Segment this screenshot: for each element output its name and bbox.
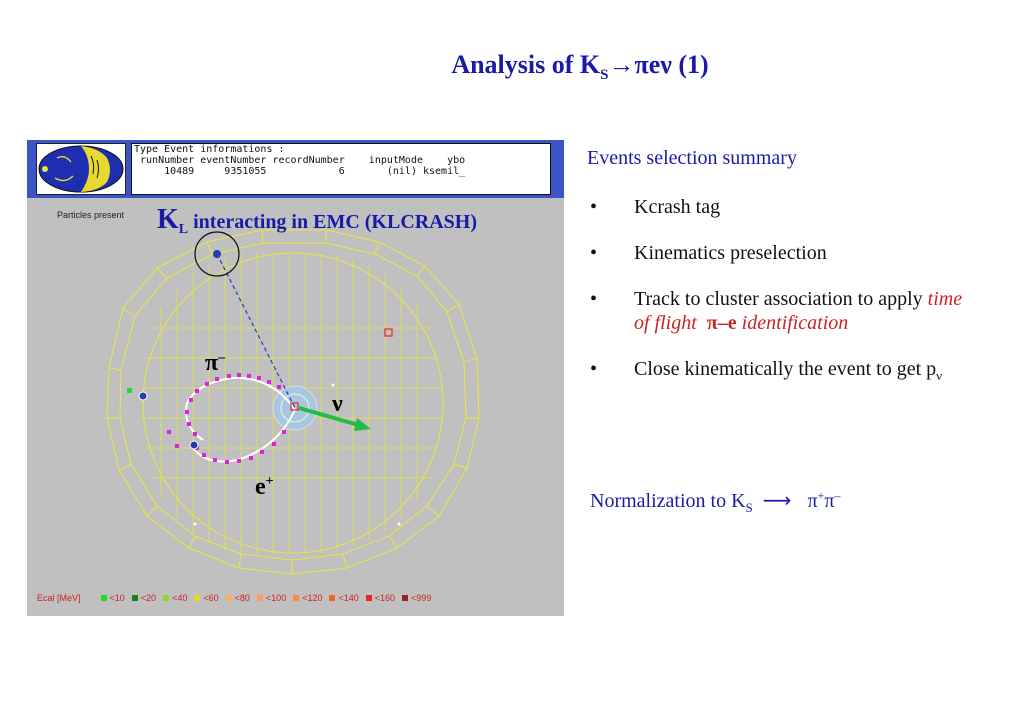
legend-item — [132, 593, 156, 603]
normalization-subscript: S — [745, 500, 753, 515]
legend-item — [226, 593, 250, 603]
pi-symbol: π — [205, 350, 219, 376]
bullet-text: Close kinematically the event to get p — [634, 358, 937, 380]
pi-charge: – — [218, 350, 226, 365]
title-decay: →πeν (1) — [608, 50, 709, 79]
list-item — [590, 241, 980, 265]
pi-minus: π — [824, 490, 835, 512]
e-charge: + — [265, 474, 274, 489]
legend-swatch — [257, 595, 263, 601]
bullet-highlight-bold: π–e — [706, 312, 737, 334]
list-item — [590, 195, 980, 219]
particles-present-label: Particles present — [57, 210, 125, 220]
legend-label: <80 — [234, 593, 250, 603]
list-item — [590, 287, 980, 335]
kl-annotation — [157, 204, 477, 238]
legend-swatch — [293, 595, 299, 601]
legend-item — [402, 593, 431, 603]
bullet-highlight: time of flight — [634, 288, 963, 334]
pi-minus-charge: – — [834, 488, 841, 503]
legend-label: <160 — [374, 593, 396, 603]
arrow-icon: ⟶ — [762, 488, 792, 512]
legend-label: <10 — [109, 593, 125, 603]
legend-swatch — [101, 595, 107, 601]
normalization-line — [590, 488, 840, 516]
legend-label: <40 — [172, 593, 188, 603]
e-symbol: e — [255, 474, 266, 500]
legend-swatch — [132, 595, 138, 601]
kl-subscript: L — [178, 222, 189, 237]
bullet-text: Track to cluster association to apply — [634, 288, 928, 310]
bullet-highlight: identification — [741, 312, 849, 334]
kloe-logo — [36, 143, 126, 195]
info-line-headers: runNumber eventNumber recordNumber inputMode ybo — [134, 155, 466, 166]
detector-drawing — [27, 198, 564, 616]
neutrino-label: ν — [332, 391, 343, 417]
title-main: Analysis of K — [451, 50, 601, 79]
selection-bullet-list — [590, 195, 980, 410]
legend-swatch — [366, 595, 372, 601]
bullet-subscript: ν — [936, 368, 943, 383]
selection-summary-heading: Events selection summary — [587, 147, 797, 169]
legend-item — [194, 593, 218, 603]
legend-item — [329, 593, 358, 603]
legend-item — [163, 593, 187, 603]
normalization-text: Normalization to K — [590, 490, 746, 512]
legend-swatch — [402, 595, 408, 601]
list-item — [590, 357, 980, 388]
bullet-glyph: • — [590, 288, 598, 310]
legend-label: <140 — [338, 593, 359, 603]
legend-swatch — [163, 595, 169, 601]
event-info-box — [131, 143, 551, 195]
legend-item — [257, 593, 286, 603]
legend-swatch — [329, 595, 335, 601]
info-line-title: Type Event informations : — [134, 144, 285, 155]
bullet-glyph: • — [590, 196, 598, 218]
display-header — [27, 140, 564, 198]
legend-item — [366, 593, 395, 603]
legend-swatch — [226, 595, 232, 601]
legend-label: <999 — [411, 593, 432, 603]
kl-description: interacting in EMC (KLCRASH) — [188, 211, 478, 233]
legend-item — [293, 593, 322, 603]
bullet-text: Kcrash tag — [634, 196, 721, 218]
slide-title — [0, 50, 1023, 84]
pi-minus-label — [205, 350, 225, 377]
bullet-text: Kinematics preselection — [634, 242, 827, 264]
detector-view — [27, 198, 564, 616]
pi-plus-charge: + — [817, 488, 825, 503]
kloe-logo-image — [37, 144, 125, 194]
event-display-panel — [27, 140, 564, 616]
legend-label: <100 — [265, 593, 287, 603]
legend-item — [101, 593, 125, 603]
legend-title: Ecal [MeV] — [37, 593, 81, 603]
pi-plus: π — [807, 490, 818, 512]
positron-label — [255, 474, 274, 501]
title-subscript: S — [600, 67, 609, 84]
bullet-glyph: • — [590, 242, 598, 264]
ecal-legend — [37, 593, 438, 603]
legend-label: <20 — [140, 593, 157, 603]
legend-label: <120 — [302, 593, 323, 603]
legend-label: <60 — [203, 593, 219, 603]
kl-letter: K — [157, 204, 179, 235]
bullet-glyph: • — [590, 358, 598, 380]
info-line-values: 10489 9351055 6 (nil) ksemil_ — [134, 166, 466, 177]
legend-swatch — [194, 595, 200, 601]
